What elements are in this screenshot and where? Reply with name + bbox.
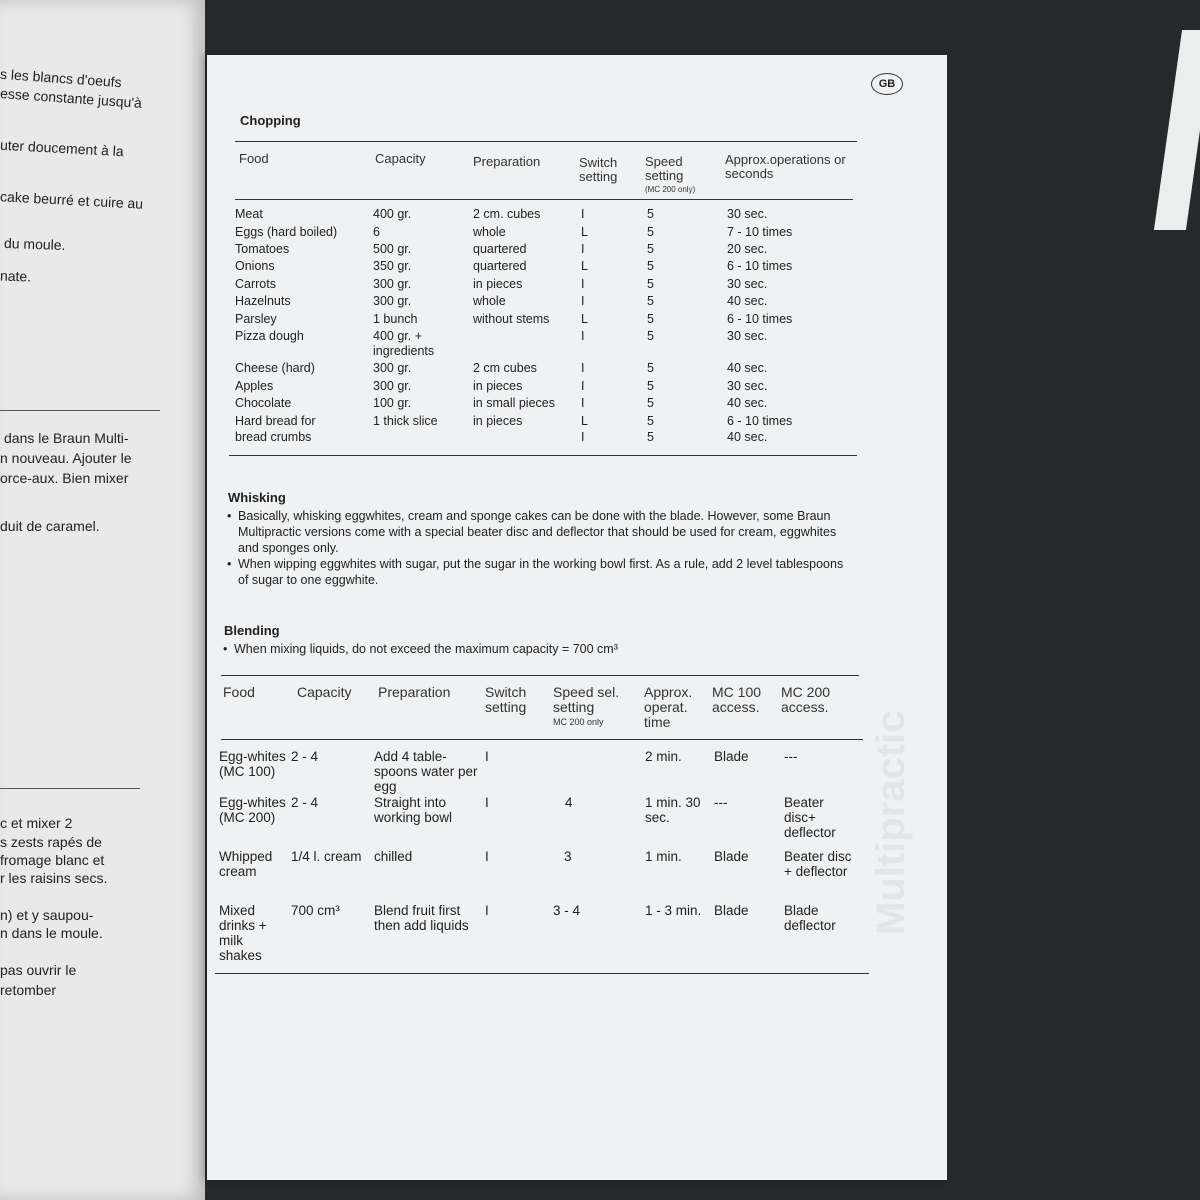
blending-header-speed	[553, 685, 633, 730]
chopping-cell-speed: 5	[647, 379, 654, 393]
left-page	[0, 0, 205, 1200]
blending-cell-time: 1 min. 30 sec.	[645, 795, 701, 825]
table-rule	[221, 675, 859, 676]
chopping-cell-capacity: 100 gr.	[373, 396, 412, 410]
chopping-cell-preparation: in small pieces	[473, 396, 555, 410]
whisking-bullet	[227, 556, 851, 588]
blending-cell-time: 2 min.	[645, 749, 682, 764]
chopping-cell-approx: 20 sec.	[727, 242, 768, 256]
chopping-cell-food: Carrots	[235, 277, 276, 291]
chopping-cell-capacity: 300 gr.	[373, 277, 412, 291]
blending-header-mc100: MC 100 access.	[712, 684, 762, 715]
chopping-cell-preparation: 2 cm. cubes	[473, 207, 541, 221]
chopping-cell-food: Apples	[235, 379, 274, 393]
left-text-line: c et mixer 2	[0, 815, 73, 831]
chopping-cell-switch: L	[581, 259, 588, 273]
table-rule	[215, 973, 869, 974]
blending-header-speed-note: MC 200 only	[553, 717, 604, 727]
manual-page	[207, 55, 947, 1180]
blending-cell-speed: 4	[565, 795, 573, 810]
chopping-cell-speed: 5	[647, 430, 654, 444]
chopping-title: Chopping	[240, 113, 301, 128]
chopping-cell-approx: 6 - 10 times	[727, 312, 793, 326]
chopping-header-food: Food	[239, 151, 269, 166]
adjacent-page-edge	[1154, 30, 1200, 230]
blending-header-preparation: Preparation	[378, 684, 451, 700]
chopping-cell-preparation: whole	[473, 294, 506, 308]
left-text-line: pas ouvrir le	[0, 962, 77, 978]
blending-cell-preparation: Straight into working bowl	[374, 795, 453, 825]
chopping-cell-switch: L	[581, 225, 588, 239]
chopping-cell-preparation: in pieces	[473, 379, 523, 393]
table-rule	[235, 199, 853, 200]
blending-note	[223, 641, 843, 657]
chopping-cell-approx: 6 - 10 times	[727, 259, 793, 273]
whisking-bullet-text: Basically, whisking eggwhites, cream and sponge cakes can be done with the blade. However, some Braun Multipractic versions come with a special beater disc and deflector that should be used for cream, eggwhites and sponges only.	[238, 509, 837, 555]
chopping-cell-switch: L	[581, 312, 588, 326]
chopping-cell-capacity: 6	[373, 225, 380, 239]
blending-cell-capacity: 2 - 4	[291, 749, 319, 764]
left-text-line: uter doucement à la	[0, 136, 125, 160]
blending-cell-switch: I	[485, 749, 489, 764]
chopping-cell-approx: 6 - 10 times	[727, 414, 793, 428]
blending-cell-preparation: Add 4 table-spoons water per egg	[374, 749, 478, 794]
chopping-cell-switch: I	[581, 242, 585, 256]
chopping-header-speed-label: Speed setting	[645, 154, 684, 183]
blending-header-time: Approx. operat. time	[644, 684, 693, 730]
blending-cell-speed: 3	[564, 849, 572, 864]
chopping-cell-capacity: 1 thick slice	[373, 414, 438, 428]
chopping-cell-food: bread crumbs	[235, 430, 312, 444]
left-text-line: r les raisins secs.	[0, 870, 108, 886]
chopping-cell-switch: I	[581, 361, 585, 375]
chopping-cell-preparation: whole	[473, 225, 506, 239]
chopping-cell-capacity: 1 bunch	[373, 312, 418, 326]
chopping-cell-food: Parsley	[235, 312, 277, 326]
chopping-cell-speed: 5	[647, 294, 654, 308]
whisking-bullet	[227, 508, 849, 556]
blending-cell-mc200: ---	[784, 749, 798, 764]
chopping-cell-switch: I	[581, 277, 585, 291]
table-rule	[229, 455, 857, 456]
blending-cell-time: 1 - 3 min.	[645, 903, 702, 918]
chopping-cell-capacity: 400 gr. + ingredients	[373, 329, 435, 358]
left-text-line: du moule.	[3, 234, 66, 254]
blending-cell-capacity: 2 - 4	[291, 795, 319, 810]
blending-cell-preparation: Blend fruit first then add liquids	[374, 903, 469, 933]
chopping-cell-food: Tomatoes	[235, 242, 290, 256]
left-divider	[0, 410, 160, 411]
chopping-cell-preparation: without stems	[473, 312, 550, 326]
blending-cell-mc200: Beater disc+ deflector	[784, 795, 836, 840]
chopping-header-preparation: Preparation	[473, 154, 541, 169]
chopping-cell-food: Hard bread for	[235, 414, 316, 428]
chopping-cell-speed: 5	[647, 414, 654, 428]
chopping-header-approx: Approx.operations or seconds	[725, 152, 846, 181]
blending-cell-switch: I	[485, 795, 489, 810]
left-text-line: orce-aux. Bien mixer	[0, 470, 129, 486]
chopping-cell-speed: 5	[647, 329, 654, 343]
blending-cell-mc100: Blade	[714, 903, 749, 918]
chopping-cell-food: Pizza dough	[235, 329, 304, 343]
chopping-cell-speed: 5	[647, 396, 654, 410]
chopping-cell-capacity: 350 gr.	[373, 259, 412, 273]
chopping-cell-food: Onions	[235, 259, 275, 273]
chopping-cell-switch: I	[581, 430, 585, 444]
left-text-line: cake beurré et cuire au	[0, 188, 144, 212]
blending-header-mc200: MC 200 access.	[781, 684, 831, 715]
left-divider	[0, 788, 140, 789]
left-text-line: n) et y saupou-	[0, 907, 94, 923]
chopping-cell-speed: 5	[647, 312, 654, 326]
table-rule	[221, 739, 863, 740]
chopping-cell-preparation: in pieces	[473, 277, 523, 291]
chopping-cell-approx: 30 sec.	[727, 329, 768, 343]
blending-cell-mc200: Blade deflector	[784, 903, 836, 933]
chopping-cell-capacity: 400 gr.	[373, 207, 412, 221]
left-text-line: duit de caramel.	[0, 518, 100, 534]
chopping-cell-approx: 40 sec.	[727, 396, 768, 410]
whisking-bullet-text: When wipping eggwhites with sugar, put the sugar in the working bowl first. As a rule, add 2 level tablespoons of sugar to one eggwhite.	[238, 557, 844, 587]
bullet-dot: •	[227, 557, 232, 571]
chopping-cell-food: Chocolate	[235, 396, 292, 410]
blending-cell-food: Mixed drinks + milk shakes	[219, 903, 267, 963]
chopping-cell-capacity: 300 gr.	[373, 294, 412, 308]
chopping-header-speed-note: (MC 200 only)	[645, 185, 696, 194]
left-text-line: s zests rapés de	[0, 834, 102, 850]
chopping-cell-speed: 5	[647, 225, 654, 239]
blending-header-switch: Switch setting	[485, 684, 527, 715]
chopping-cell-switch: I	[581, 329, 585, 343]
blending-cell-speed: 3 - 4	[553, 903, 581, 918]
blending-cell-food: Egg-whites (MC 200)	[219, 795, 286, 825]
chopping-cell-preparation: quartered	[473, 242, 527, 256]
chopping-cell-capacity: 300 gr.	[373, 361, 412, 375]
chopping-cell-food: Eggs (hard boiled)	[235, 225, 338, 239]
chopping-header-speed	[645, 155, 715, 197]
bullet-dot: •	[223, 642, 228, 656]
chopping-cell-capacity: 500 gr.	[373, 242, 412, 256]
chopping-cell-food: Meat	[235, 207, 263, 221]
left-text-line: retomber	[0, 982, 57, 998]
left-text-line: nate.	[0, 267, 32, 285]
table-rule	[235, 141, 857, 142]
blending-header-food: Food	[223, 684, 255, 700]
bullet-dot: •	[227, 509, 232, 523]
blending-cell-preparation: chilled	[374, 849, 413, 864]
chopping-cell-approx: 7 - 10 times	[727, 225, 793, 239]
chopping-header-switch: Switch setting	[579, 155, 618, 184]
chopping-cell-preparation: quartered	[473, 259, 527, 273]
blending-cell-food: Whipped cream	[219, 849, 273, 879]
chopping-cell-switch: I	[581, 294, 585, 308]
chopping-cell-preparation: 2 cm cubes	[473, 361, 537, 375]
language-badge: GB	[871, 73, 903, 95]
chopping-cell-food: Hazelnuts	[235, 294, 291, 308]
left-text-line: n nouveau. Ajouter le	[0, 450, 132, 466]
blending-cell-food: Egg-whites (MC 100)	[219, 749, 286, 779]
chopping-cell-approx: 40 sec.	[727, 294, 768, 308]
chopping-cell-approx: 30 sec.	[727, 207, 768, 221]
chopping-cell-speed: 5	[647, 361, 654, 375]
chopping-cell-speed: 5	[647, 277, 654, 291]
chopping-cell-speed: 5	[647, 242, 654, 256]
chopping-cell-approx: 40 sec.	[727, 430, 768, 444]
chopping-cell-switch: L	[581, 414, 588, 428]
chopping-cell-approx: 40 sec.	[727, 361, 768, 375]
blending-header-speed-label: Speed sel. setting	[553, 684, 620, 715]
blending-cell-mc100: Blade	[714, 749, 749, 764]
blending-header-capacity: Capacity	[297, 684, 352, 700]
chopping-cell-food: Cheese (hard)	[235, 361, 315, 375]
left-text-line: dans le Braun Multi-	[4, 430, 129, 446]
left-text-line: esse constante jusqu'à	[0, 85, 143, 111]
chopping-cell-switch: I	[581, 207, 585, 221]
blending-cell-mc100: ---	[714, 795, 728, 810]
blending-cell-capacity: 700 cm³	[291, 903, 340, 918]
blending-cell-switch: I	[485, 849, 489, 864]
blending-cell-mc200: Beater disc + deflector	[784, 849, 852, 879]
bleed-through-text: Multipractic	[869, 710, 913, 935]
left-text-line: fromage blanc et	[0, 852, 105, 868]
left-text-line: s les blancs d'oeufs	[0, 65, 123, 91]
blending-cell-capacity: 1/4 l. cream	[291, 849, 362, 864]
chopping-cell-switch: I	[581, 396, 585, 410]
chopping-cell-speed: 5	[647, 259, 654, 273]
chopping-cell-preparation: in pieces	[473, 414, 523, 428]
left-text-line: n dans le moule.	[0, 925, 103, 941]
chopping-cell-approx: 30 sec.	[727, 277, 768, 291]
blending-cell-mc100: Blade	[714, 849, 749, 864]
blending-cell-time: 1 min.	[645, 849, 682, 864]
whisking-title: Whisking	[228, 490, 286, 505]
chopping-cell-approx: 30 sec.	[727, 379, 768, 393]
chopping-cell-speed: 5	[647, 207, 654, 221]
blending-title: Blending	[224, 623, 280, 638]
blending-note-text: When mixing liquids, do not exceed the maximum capacity = 700 cm³	[234, 642, 618, 656]
chopping-cell-capacity: 300 gr.	[373, 379, 412, 393]
chopping-cell-switch: I	[581, 379, 585, 393]
blending-cell-switch: I	[485, 903, 489, 918]
chopping-header-capacity: Capacity	[375, 151, 426, 166]
